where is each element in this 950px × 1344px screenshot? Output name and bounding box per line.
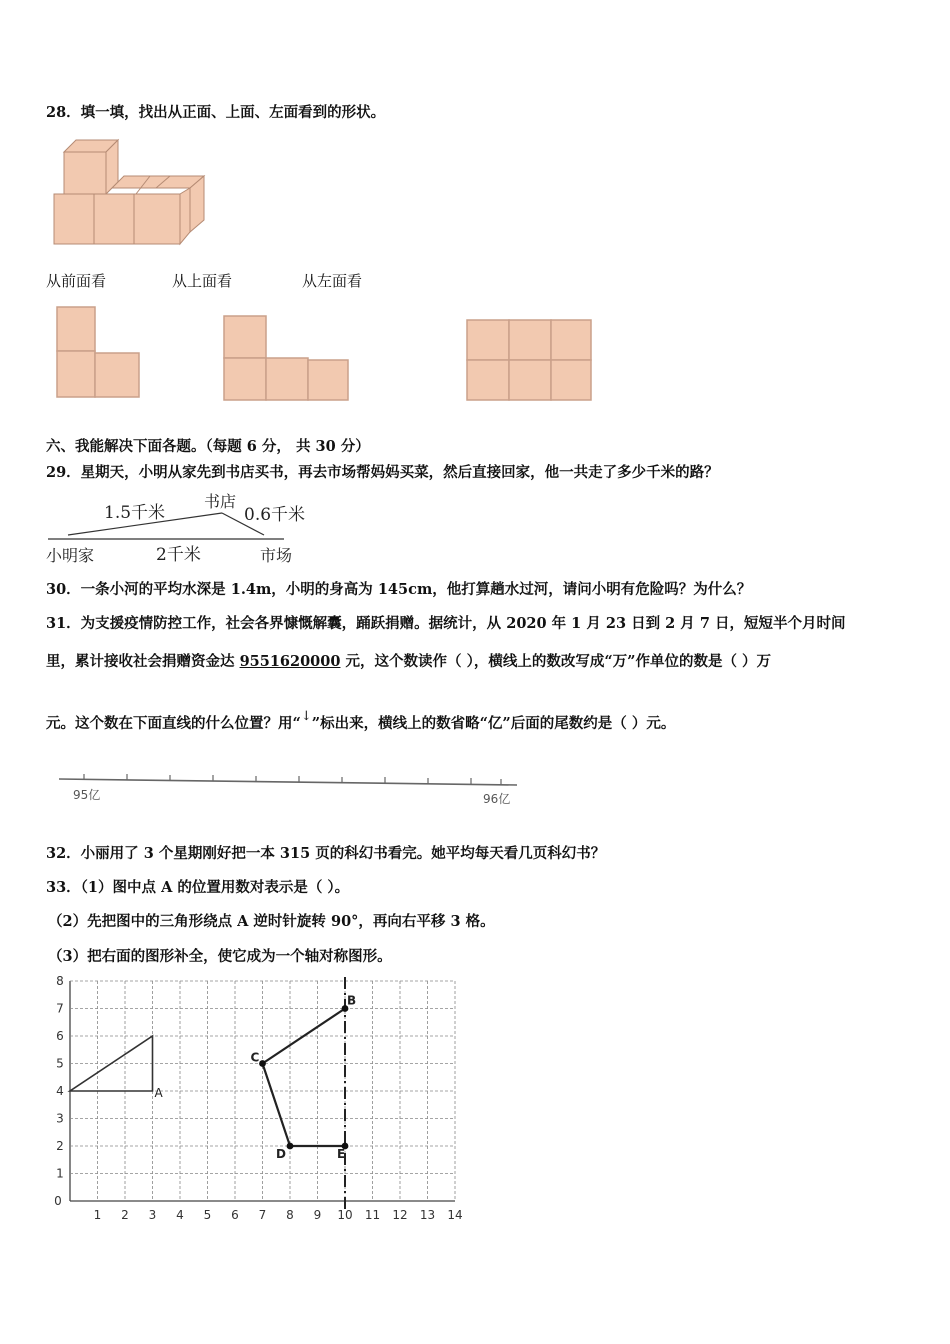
label-top-view: 从上面看: [172, 272, 233, 290]
x-tick-label: 11: [364, 1208, 381, 1222]
number-line-axis: [59, 779, 517, 785]
q30-text: 30．一条小河的平均水深是 1.4m，小明的身高为 145cm，他打算趟水过河，请问小明有危险吗？为什么？: [46, 581, 752, 598]
y-tick-label: 7: [56, 1001, 64, 1016]
x-tick-label: 1: [93, 1208, 102, 1222]
q31-line2-post: 元，这个数读作（ ），横线上的数改写成“万”作单位的数是（ ）万: [340, 653, 772, 670]
top-view-shape: [222, 314, 352, 402]
q31-line3-post: ”标出来，横线上的数省略“亿”后面的尾数约是（ ）元。: [311, 715, 676, 732]
q32-text: 32．小丽用了 3 个星期刚好把一本 315 页的科幻书看完。她平均每天看几页科幻书？: [46, 845, 606, 862]
q31-line3: [46, 709, 676, 735]
home-label: 小明家: [46, 546, 95, 565]
y-tick-label: 6: [56, 1029, 64, 1043]
q31-number: 9551620000: [239, 653, 341, 670]
grid-shapes: [70, 977, 356, 1211]
front-view-shape: [55, 305, 145, 400]
number-line-95-96: [55, 768, 525, 808]
label-left-view: 从左面看: [302, 272, 363, 290]
x-tick-label: 9: [313, 1208, 322, 1222]
x-tick-label: 14: [447, 1208, 463, 1222]
section-six-title: 六、我能解决下面各题。（每题 6 分， 共 30 分）: [46, 438, 370, 455]
x-tick-label: 13: [419, 1208, 436, 1222]
q33-part3: （3）把右面的图形补全，使它成为一个轴对称图形。: [48, 948, 392, 965]
bookstore-label: 书店: [204, 492, 237, 511]
route-diagram: [44, 488, 324, 568]
y-tick-label: 5: [56, 1056, 64, 1071]
y-tick-label: 8: [56, 975, 64, 988]
left-view-shape: [465, 318, 595, 402]
polyline-segment: [263, 1064, 291, 1147]
q31-line1: 31．为支援疫情防控工作，社会各界慷慨解囊，踊跃捐赠。据统计，从 2020 年 1 月 23 日到 2 月 7 日，短短半个月时间: [46, 615, 846, 632]
down-arrow-icon: ↓: [300, 709, 312, 724]
x-tick-label: 8: [286, 1208, 294, 1222]
point-label-B: B: [347, 993, 357, 1008]
point-D: [287, 1143, 294, 1150]
coordinate-grid: [40, 975, 480, 1225]
x-tick-label: 3: [148, 1208, 157, 1222]
label-front-view: 从前面看: [46, 272, 107, 290]
cube-stack-figure: [50, 136, 210, 248]
q28-title: 28．填一填，找出从正面、上面、左面看到的形状。: [46, 104, 386, 121]
y-tick-label: 4: [56, 1084, 64, 1098]
q29-text: 29．星期天，小明从家先到书店买书，再去市场帮妈妈买菜，然后直接回家，他一共走了多少千米的路？: [46, 464, 719, 481]
market-label: 市场: [260, 546, 293, 565]
y-tick-label: 2: [56, 1139, 64, 1153]
q31-line2-pre: 里，累计接收社会捐赠资金达: [46, 653, 240, 670]
axis-label-95: 95亿: [73, 788, 101, 802]
dist-home-bookstore: 1.5千米: [104, 503, 166, 523]
point-label-C: C: [250, 1050, 260, 1065]
x-tick-label: 4: [176, 1208, 184, 1222]
q31-line3-pre: 元。这个数在下面直线的什么位置？用“: [46, 715, 301, 732]
point-label-A: A: [154, 1086, 163, 1100]
q31-line2: [46, 652, 771, 672]
dist-bookstore-market: 0.6千米: [244, 505, 306, 525]
point-label-D: D: [276, 1147, 286, 1161]
axis-label-96: 96亿: [483, 792, 511, 806]
x-tick-label: 5: [203, 1208, 212, 1222]
x-tick-label: 7: [258, 1208, 267, 1222]
x-tick-label: 6: [231, 1208, 239, 1222]
x-tick-label: 2: [121, 1208, 129, 1222]
origin-label: 0: [54, 1194, 62, 1208]
point-label-E: E: [337, 1147, 346, 1161]
x-tick-label: 10: [337, 1208, 353, 1222]
dist-home-market: 2千米: [156, 545, 201, 565]
y-tick-label: 1: [56, 1166, 64, 1181]
x-tick-label: 12: [392, 1208, 408, 1222]
point-C: [259, 1060, 266, 1067]
q33-part2: （2）先把图中的三角形绕点 A 逆时针旋转 90°，再向右平移 3 格。: [48, 913, 495, 930]
q33-part1: 33．（1）图中点 A 的位置用数对表示是（ ）。: [46, 879, 350, 896]
y-tick-label: 3: [56, 1111, 64, 1126]
grid-labels: [54, 975, 462, 1222]
